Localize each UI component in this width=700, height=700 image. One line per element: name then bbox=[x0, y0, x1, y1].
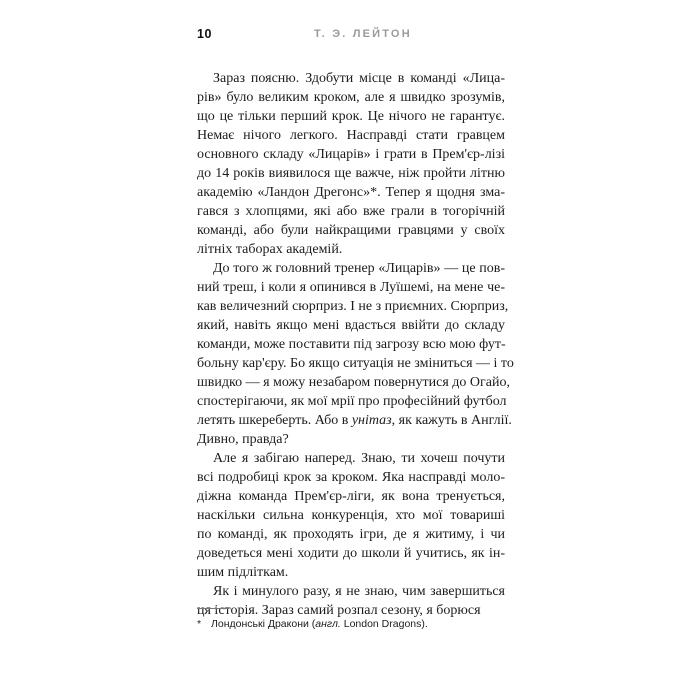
text-line: ця історія. Зараз самий розпал сезону, я борюся bbox=[197, 603, 481, 618]
footnote-divider bbox=[197, 608, 229, 609]
text-line: гався з хлопцями, які або вже грали в тогорічній bbox=[197, 204, 505, 219]
text-line: летять шкереберть. Або в унітаз, як кажуть в Англії. bbox=[197, 413, 512, 428]
text-line: літніх таборах академій. bbox=[197, 242, 343, 257]
text-line: Але я забігаю наперед. Знаю, ти хочеш почути bbox=[213, 451, 505, 466]
text-line: Дивно, правда? bbox=[197, 432, 289, 447]
body-text bbox=[197, 69, 514, 620]
text-line: больну кар'єру. Бо якщо ситуація не зміниться — і то bbox=[197, 356, 514, 371]
paragraph bbox=[197, 449, 505, 582]
text-line: наскільки сильна конкуренція, хто мої товариші bbox=[197, 508, 505, 523]
text-line: ний треш, і коли я опинився в Луїшемі, на мене че- bbox=[197, 280, 505, 295]
paragraph bbox=[197, 259, 514, 449]
text-line: команді, або були найкращими гравцями у своїх bbox=[197, 223, 505, 238]
page-number: 10 bbox=[197, 27, 212, 41]
paragraph bbox=[197, 69, 505, 259]
running-head bbox=[197, 27, 507, 43]
text-line: діжна команда Прем'єр-ліги, як вона тренується, bbox=[197, 489, 505, 504]
text-line: академію «Ландон Дрегонс»*. Тепер я щодня зма- bbox=[197, 185, 505, 200]
text-line: рів» було великим кроком, але я швидко зрозумів, bbox=[197, 90, 505, 105]
text-line: кав величезний сюрприз. І не з приємних. Сюрприз, bbox=[197, 299, 509, 314]
footnote-text-after: London Dragons). bbox=[340, 618, 428, 630]
text-line: основного складу «Лицарів» і грати в Прем'єр-лізі bbox=[197, 147, 505, 162]
footnote-text-before: Лондонські Дракони ( bbox=[211, 618, 316, 630]
text-line: всі подробиці крок за кроком. Яка насправді моло- bbox=[197, 470, 505, 485]
text-line: спостерігаючи, як мої мрії про професійний футбол bbox=[197, 394, 507, 409]
text-line: до 14 років виявилося ще важче, ніж пройти літню bbox=[197, 166, 505, 181]
footnote bbox=[197, 617, 505, 631]
text-line: доведеться мені ходити до школи й учитись, як ін- bbox=[197, 546, 505, 561]
text-line: який, навіть якщо мені вдасться ввійти до складу bbox=[197, 318, 505, 333]
text-line: що це тільки перший крок. Це нічого не гарантує. bbox=[197, 109, 505, 124]
emphasis: унітаз bbox=[351, 413, 392, 428]
paragraph bbox=[197, 582, 505, 620]
text-line: До того ж головний тренер «Лицарів» — це пов- bbox=[213, 261, 505, 276]
text-line: Зараз поясню. Здобути місце в команді «Лица- bbox=[213, 71, 505, 86]
footnote-abbreviation: англ. bbox=[315, 618, 341, 630]
text-line: по команді, як проходять ігри, де я житиму, і чи bbox=[197, 527, 505, 542]
text-line: Немає нічого легкого. Насправді стати гравцем bbox=[197, 128, 505, 143]
author-running-title: Т. Э. ЛЕЙТОН bbox=[314, 28, 412, 40]
footnote-marker: * bbox=[197, 618, 202, 630]
text-line: шим підліткам. bbox=[197, 565, 289, 580]
text-line: команди, може поставити під загрозу всю мою фут- bbox=[197, 337, 506, 352]
text-line: швидко — я можу незабаром повернутися до Огайо, bbox=[197, 375, 510, 390]
text-line: Як і минулого разу, я не знаю, чим завершиться bbox=[213, 584, 505, 599]
